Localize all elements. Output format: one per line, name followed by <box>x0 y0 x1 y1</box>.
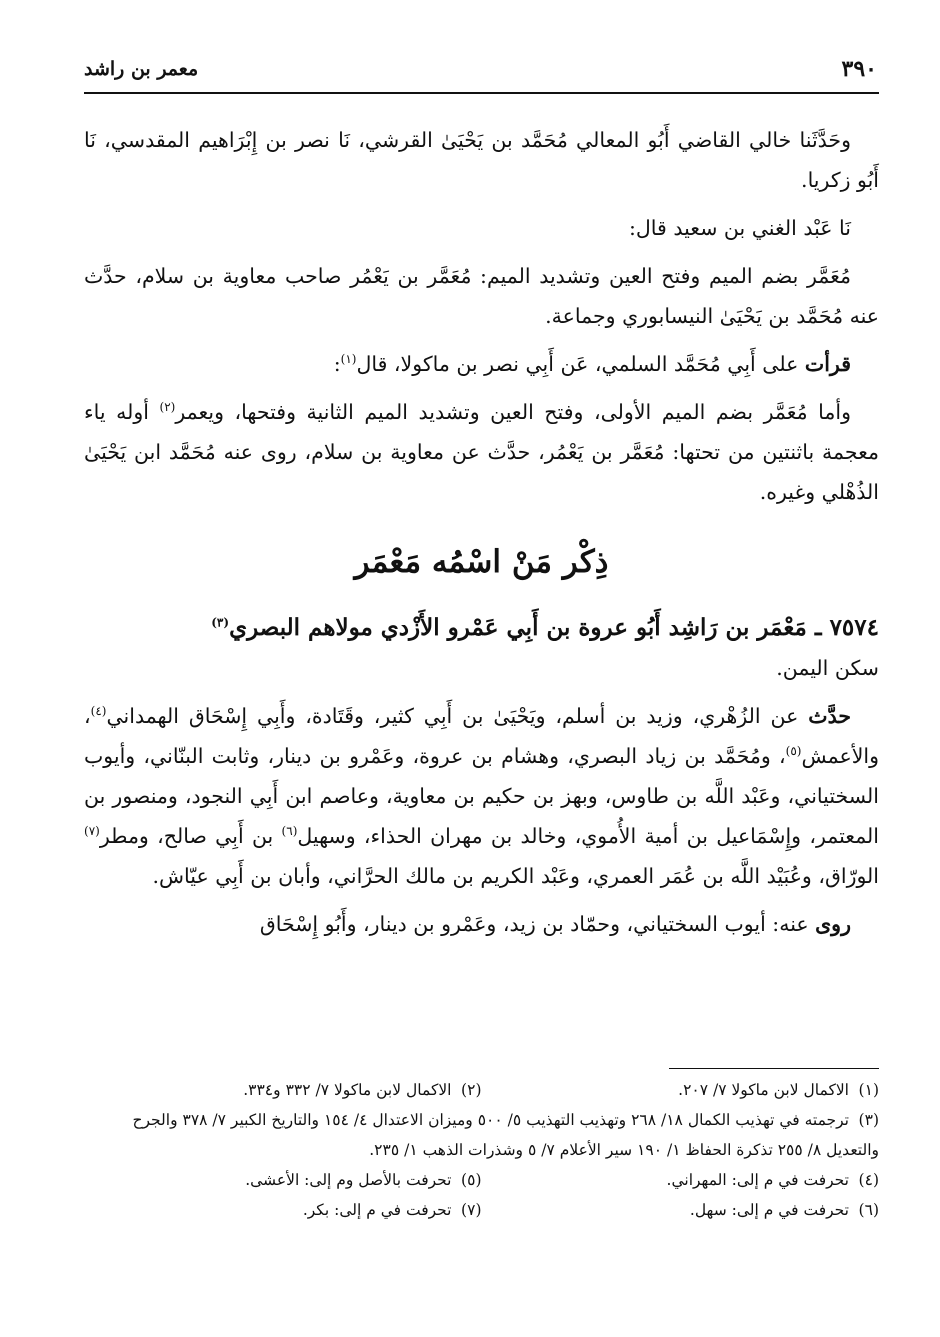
page-header <box>84 52 879 94</box>
haddath-part-5: الورّاق، وعُبَيْد اللَّه بن عُمَر العمري، وعَبْد الكريم بن مالك الحرَّاني، وأبان بن أَبِي عيّاش. <box>152 864 879 888</box>
qara-text: على أَبِي مُحَمَّد السلمي، عَن أَبِي نصر بن ماكولا، قال <box>356 352 805 376</box>
footnote-3 <box>84 1105 879 1165</box>
footnote-ref-6[interactable]: (٦) <box>281 824 298 839</box>
footnote-number: (٢) <box>461 1081 482 1099</box>
footnote-text: ترجمته في تهذيب الكمال ١٨/ ٢٦٨ وتهذيب التهذيب ٥/ ٥٠٠ وميزان الاعتدال ٤/ ١٥٤ والتاريخ الكبير ٧/ ٣٧٨ والجرح والتعديل ٨/ ٢٥٥ تذكرة الحفاظ ١/ ١٩٠ سير الأعلام ٧/ ٥ وشذرات الذهب ١/ ٢٣٥. <box>132 1111 879 1159</box>
footnote-row-1 <box>84 1075 879 1105</box>
footnote-number: (٧) <box>461 1201 482 1219</box>
section-heading: ذِكْر مَنْ اسْمُه مَعْمَر <box>354 544 609 580</box>
footnote-ref-3[interactable]: (٣) <box>211 615 230 630</box>
haddath-lead: حدَّث <box>808 704 851 728</box>
footnote-5 <box>84 1165 482 1195</box>
paragraph-amma <box>84 392 879 512</box>
running-title: معمر بن راشد <box>84 58 199 80</box>
haddath-part-1: عن الزُهْري، وزيد بن أسلم، ويَحْيَىٰ بن أَبِي كثير، وقَتَادة، وأَبِي إِسْحَاق الهمداني <box>106 704 809 728</box>
footnote-4 <box>482 1165 880 1195</box>
footnote-1 <box>482 1075 880 1105</box>
footnote-row-3 <box>84 1165 879 1195</box>
footnote-ref-1[interactable]: (١) <box>340 352 357 367</box>
haddath-part-3: ، ومُحَمَّد بن زياد البصري، وهشام بن عروة، وعَمْرو بن دينار، وثابت البنّاني، وأيوب السختياني، وعَبْد اللَّه بن طاوس، وبهز بن حكيم بن معاوية، وعاصم ابن أَبِي النجود، ومنصور بن المعتمر، وإِسْمَاعيل بن أمية الأُموي، وخالد بن مهران الحذاء، وسهيل <box>84 744 879 848</box>
footnote-row-2 <box>84 1105 879 1165</box>
footnote-number: (٤) <box>858 1171 879 1189</box>
entry-heading <box>84 608 879 648</box>
entry-sakan: سكن اليمن. <box>776 656 879 680</box>
paragraph-isnad-2: نَا عَبْد الغني بن سعيد قال: <box>629 216 851 240</box>
footnote-6 <box>482 1195 880 1225</box>
paragraph-rawa <box>84 904 879 944</box>
haddath-part-4: بن أَبِي صالح، ومطر <box>99 824 282 848</box>
paragraph-isnad-1: وحَدَّثَنا خالي القاضي أَبُو المعالي مُحَمَّد بن يَحْيَىٰ القرشي، نَا نصر بن إِبْرَاهيم المقدسي، نَا أَبُو زكريا. <box>84 128 879 192</box>
haddath-part-2: ، والأعمش <box>84 704 879 768</box>
footnote-7 <box>84 1195 482 1225</box>
entry-heading-text: ٧٥٧٤ ـ مَعْمَر بن رَاشِد أَبُو عروة بن أَبِي عَمْرو الأَزْدي مولاهم البصري <box>229 614 879 641</box>
footnotes <box>84 1068 879 1225</box>
paragraph-qara <box>84 344 879 384</box>
footnote-text: تحرفت في م إلى: بكر. <box>302 1201 452 1219</box>
amma-part-2: أوله ياء معجمة باثنتين من تحتها: مُعَمَّر بن يَعْمُر، حدَّث عن معاوية بن سلام، روى عنه مُحَمَّد ابن يَحْيَىٰ الذُهْلي وغيره. <box>84 400 879 504</box>
footnote-number: (٥) <box>461 1171 482 1189</box>
paragraph-haddath <box>84 696 879 896</box>
paragraph-muammar-definition: مُعَمَّر بضم الميم وفتح العين وتشديد الميم: مُعَمَّر بن يَعْمُر صاحب معاوية بن سلام، حدَّث عنه مُحَمَّد بن يَحْيَىٰ النيسابوري وجماعة. <box>84 264 879 328</box>
footnote-divider <box>669 1068 879 1069</box>
footnote-number: (٦) <box>858 1201 879 1219</box>
footnote-row-4 <box>84 1195 879 1225</box>
qara-lead: قرأت <box>804 352 851 376</box>
qara-tail: : <box>333 352 341 376</box>
amma-part-1: وأما مُعَمَّر بضم الميم الأولى، وفتح العين وتشديد الميم الثانية وفتحها، ويعمر <box>175 400 851 424</box>
footnote-text: الاكمال لابن ماكولا ٧/ ٢٠٧. <box>678 1081 849 1099</box>
footnote-number: (١) <box>858 1081 879 1099</box>
footnote-text: الاكمال لابن ماكولا ٧/ ٣٣٢ و٣٣٤. <box>243 1081 452 1099</box>
footnote-ref-5[interactable]: (٥) <box>785 744 802 759</box>
footnote-text: تحرفت بالأصل وم إلى: الأعشى. <box>245 1171 452 1189</box>
footnote-ref-7[interactable]: (٧) <box>84 824 100 839</box>
footnote-text: تحرفت في م إلى: المهراني. <box>666 1171 849 1189</box>
rawa-text: عنه: أيوب السختياني، وحمّاد بن زيد، وعَمْرو بن دينار، وأَبُو إِسْحَاق <box>259 912 816 936</box>
page-number: ٣٩٠ <box>841 56 877 82</box>
footnote-ref-2[interactable]: (٢) <box>159 400 176 415</box>
footnote-number: (٣) <box>858 1111 879 1129</box>
footnote-2 <box>84 1075 482 1105</box>
footnote-text: تحرفت في م إلى: سهل. <box>689 1201 849 1219</box>
main-text <box>84 120 879 952</box>
rawa-lead: روى <box>815 912 851 936</box>
footnote-ref-4[interactable]: (٤) <box>90 704 107 719</box>
